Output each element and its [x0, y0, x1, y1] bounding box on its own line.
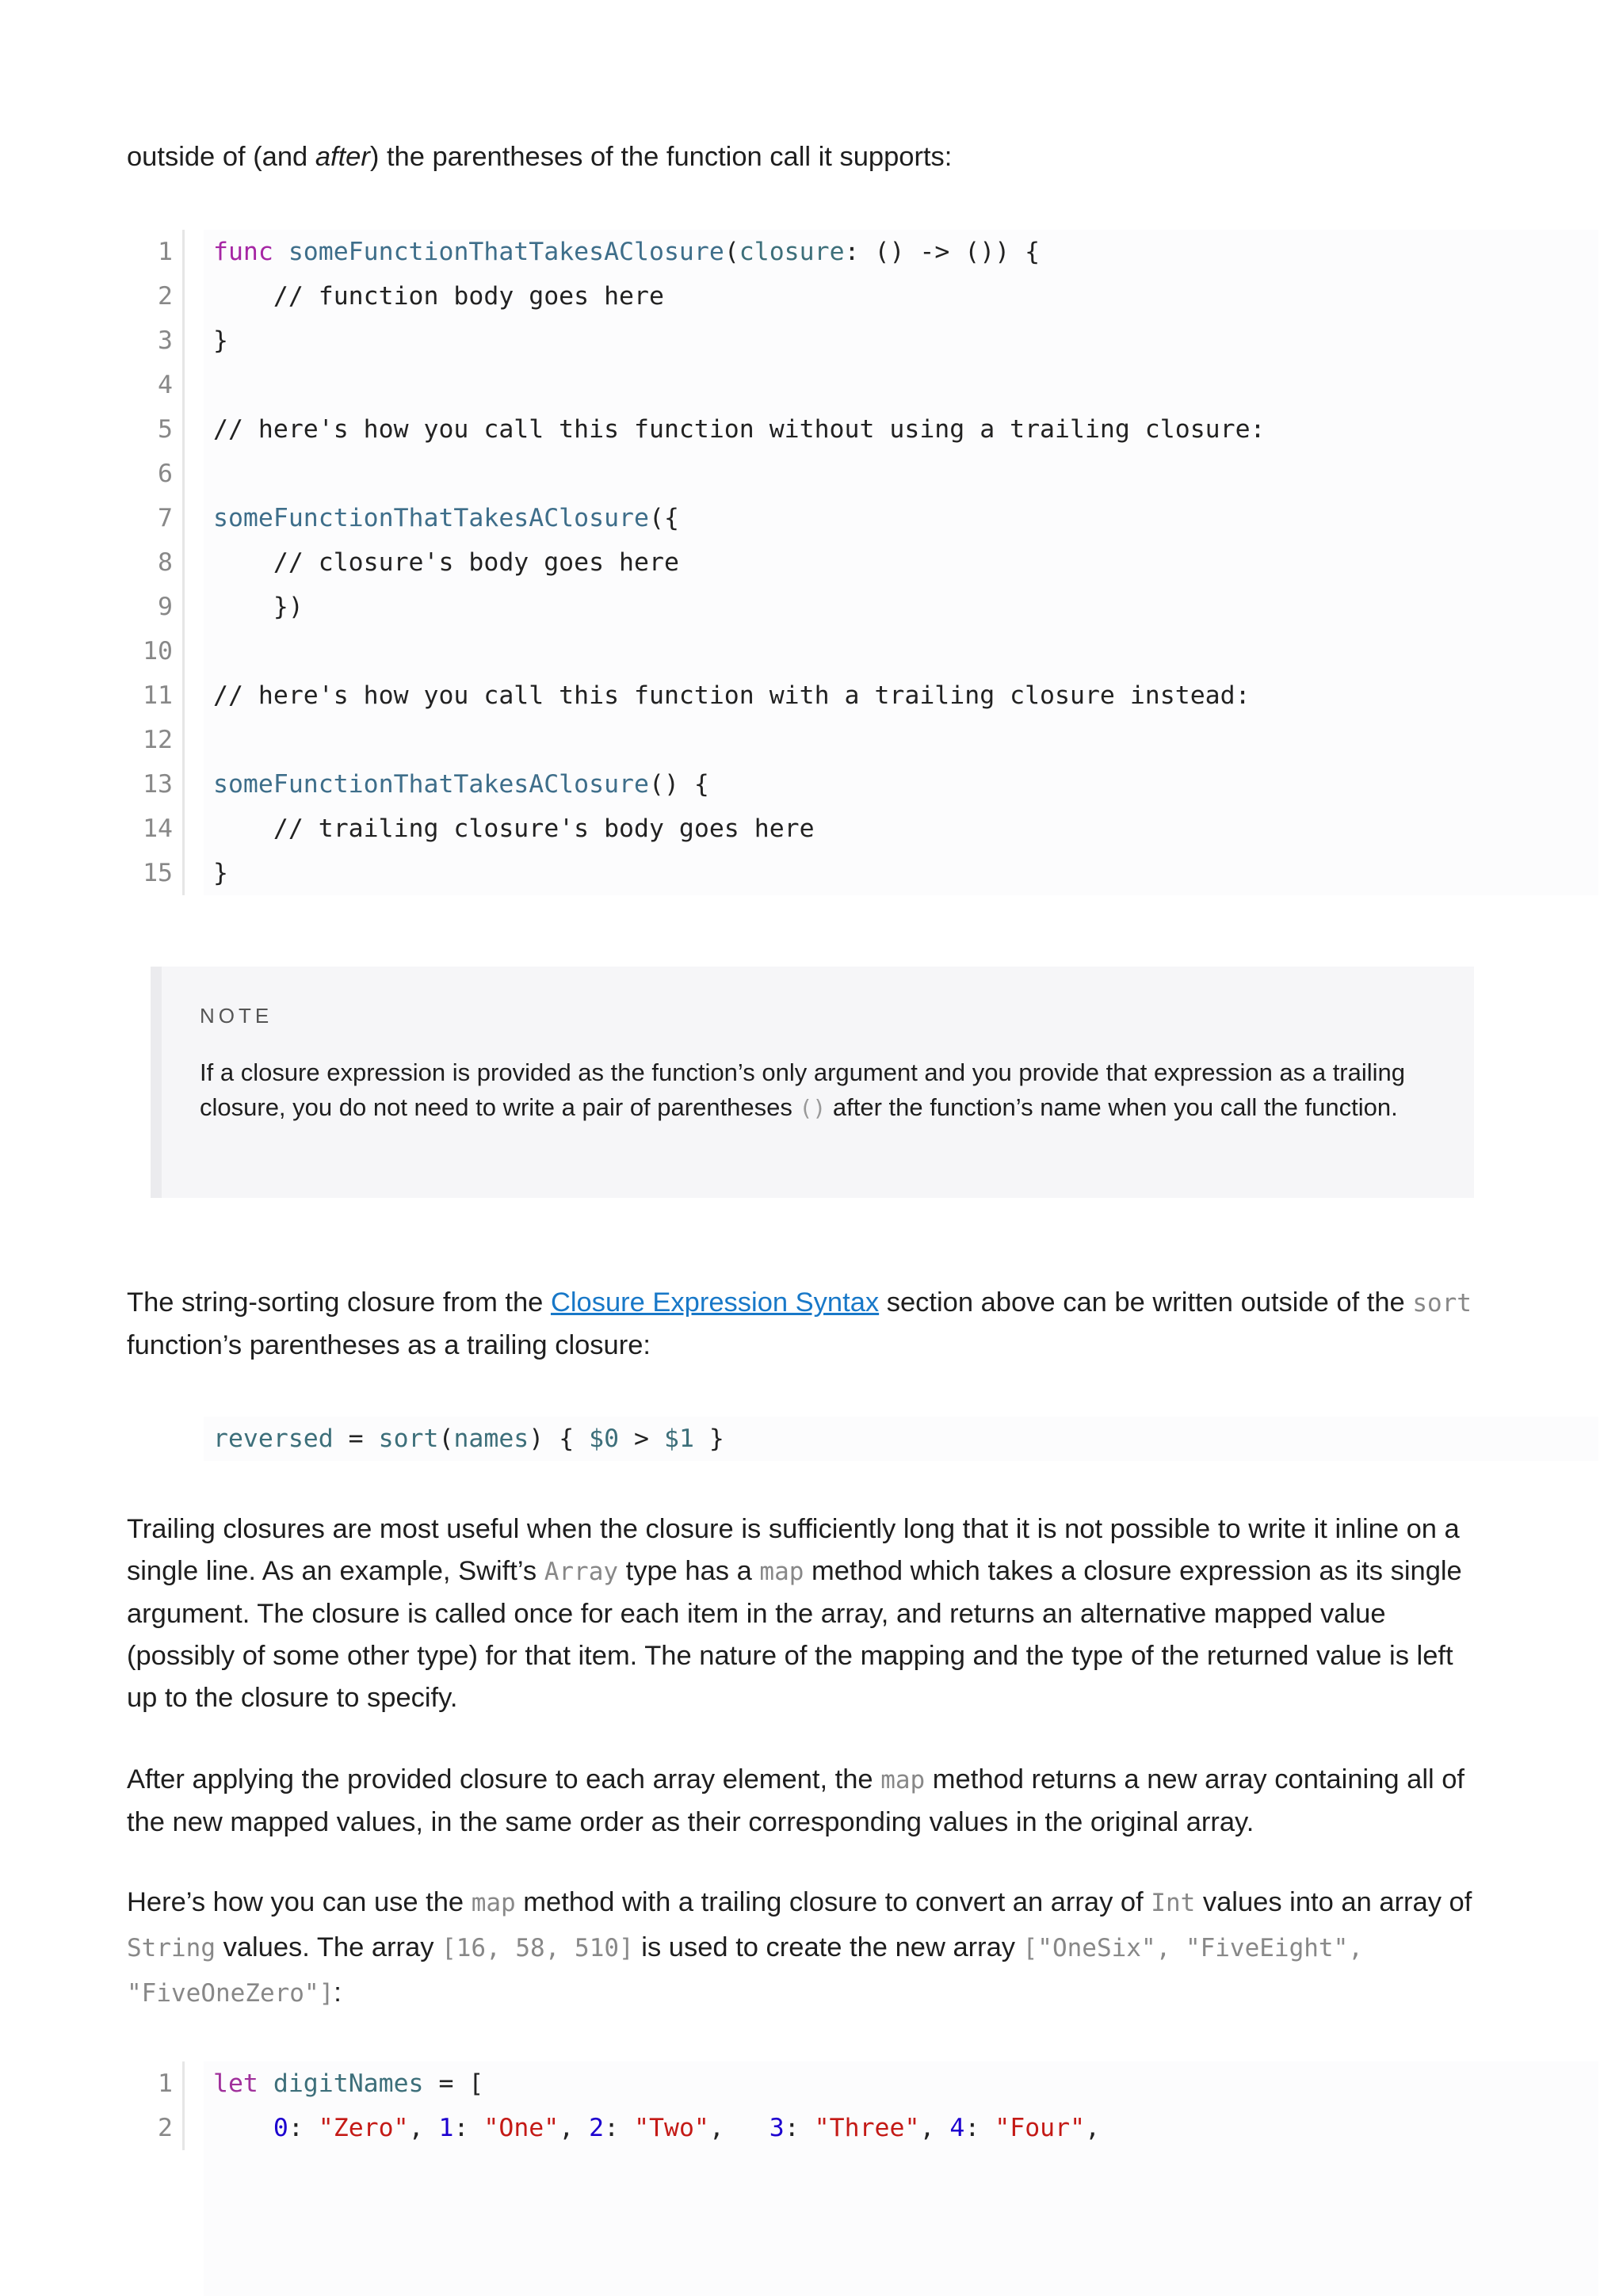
- line-number: 2: [158, 282, 173, 311]
- line-number: 1: [158, 2069, 173, 2098]
- line-number: 3: [158, 326, 173, 355]
- intro-paragraph: outside of (and after) the parentheses of the function call it supports:: [127, 142, 953, 172]
- code-lines: [213, 230, 1266, 895]
- code-line: // closure's body goes here: [213, 548, 679, 577]
- closure-expression-syntax-link[interactable]: Closure Expression Syntax: [550, 1287, 880, 1318]
- note-callout: [151, 967, 1474, 1198]
- code-block-digit-names: [127, 2061, 1601, 2296]
- line-number: 5: [158, 415, 173, 444]
- inline-code: (): [799, 1095, 827, 1121]
- code-line: [213, 718, 1266, 762]
- line-number: 12: [143, 726, 173, 754]
- map-paragraph: After applying the provided closure to each array element, the map method returns a new array containing all of the new mapped values, in the same order as their corresponding values in the original array.: [127, 1764, 1465, 1837]
- code-line: [213, 629, 1266, 673]
- example-paragraph: Here’s how you can use the map method with a trailing closure to convert an array of Int values into an array of String values. The array [16, 58, 510] is used to create the new array ["OneSix", "FiveEight", "FiveOneZero"]:: [127, 1887, 1472, 2008]
- sort-paragraph: The string-sorting closure from the Closure Expression Syntax section above can be written outside of the sort function’s parentheses as a trailing closure:: [127, 1287, 1472, 1360]
- code-line: // trailing closure's body goes here: [213, 814, 815, 843]
- inline-code: sort: [1412, 1289, 1472, 1318]
- line-number: 11: [143, 681, 173, 710]
- line-number: 13: [143, 770, 173, 799]
- inline-code: map: [471, 1889, 516, 1917]
- note-label: NOTE: [200, 1004, 273, 1028]
- inline-code: ["OneSix", "FiveEight", "FiveOneZero"]: [127, 1934, 1363, 2008]
- code-lines: [213, 2061, 1100, 2150]
- code-line: }: [213, 859, 228, 887]
- inline-code: Int: [1151, 1889, 1196, 1917]
- line-number: 7: [158, 504, 173, 532]
- line-number: 15: [143, 859, 173, 887]
- code-line: }: [213, 326, 228, 355]
- code-line: someFunctionThatTakesAClosure() {: [213, 770, 709, 799]
- code-block-trailing-closure: [127, 230, 1601, 895]
- line-number-gutter: [127, 230, 185, 895]
- code-lines: [213, 1417, 724, 1461]
- code-line: 0: "Zero", 1: "One", 2: "Two", 3: "Three", 4: "Four",: [273, 2114, 1101, 2142]
- code-line: someFunctionThatTakesAClosure({: [213, 504, 679, 532]
- line-number: 10: [143, 637, 173, 666]
- code-line: [213, 452, 1266, 496]
- line-number: 1: [158, 238, 173, 266]
- inline-code: Array: [544, 1558, 619, 1586]
- line-number: 8: [158, 548, 173, 577]
- line-number: 2: [158, 2114, 173, 2142]
- code-line: // function body goes here: [213, 282, 664, 311]
- code-line: [213, 363, 1266, 407]
- code-line: // here's how you call this function without using a trailing closure:: [213, 415, 1266, 444]
- code-line: func someFunctionThatTakesAClosure(closure: () -> ()) {: [213, 238, 1041, 266]
- emphasis-after: after: [315, 142, 370, 172]
- line-number: 6: [158, 460, 173, 488]
- inline-code: map: [759, 1558, 804, 1586]
- code-line: }): [213, 593, 304, 621]
- line-number: 14: [143, 814, 173, 843]
- inline-code: [16, 58, 510]: [441, 1934, 634, 1962]
- inline-code: map: [880, 1766, 926, 1794]
- trailing-closure-paragraph: Trailing closures are most useful when the closure is sufficiently long that it is not possible to write it inline on a single line. As an example, Swift’s Array type has a map method which takes a closure expression as its single argument. The closure is called once for each item in the array, and returns an alternative mapped value (possibly of some other type) for that item. The nature of the mapping and the type of the returned value is left up to the closure to specify.: [127, 1514, 1462, 1713]
- line-number-gutter: [127, 2061, 185, 2150]
- code-line: let digitNames = [: [213, 2069, 484, 2098]
- inline-code: String: [127, 1934, 216, 1962]
- code-line: // here's how you call this function with a trailing closure instead:: [213, 681, 1251, 710]
- line-number: 4: [158, 371, 173, 399]
- code-block-sort: [127, 1417, 1601, 1461]
- code-line: reversed = sort(names) { $0 > $1 }: [213, 1425, 724, 1453]
- note-text: If a closure expression is provided as the function’s only argument and you provide that expression as a trailing closure, you do not need to write a pair of parentheses () after the function’s name when you call the function.: [200, 1058, 1406, 1121]
- line-number: 9: [158, 593, 173, 621]
